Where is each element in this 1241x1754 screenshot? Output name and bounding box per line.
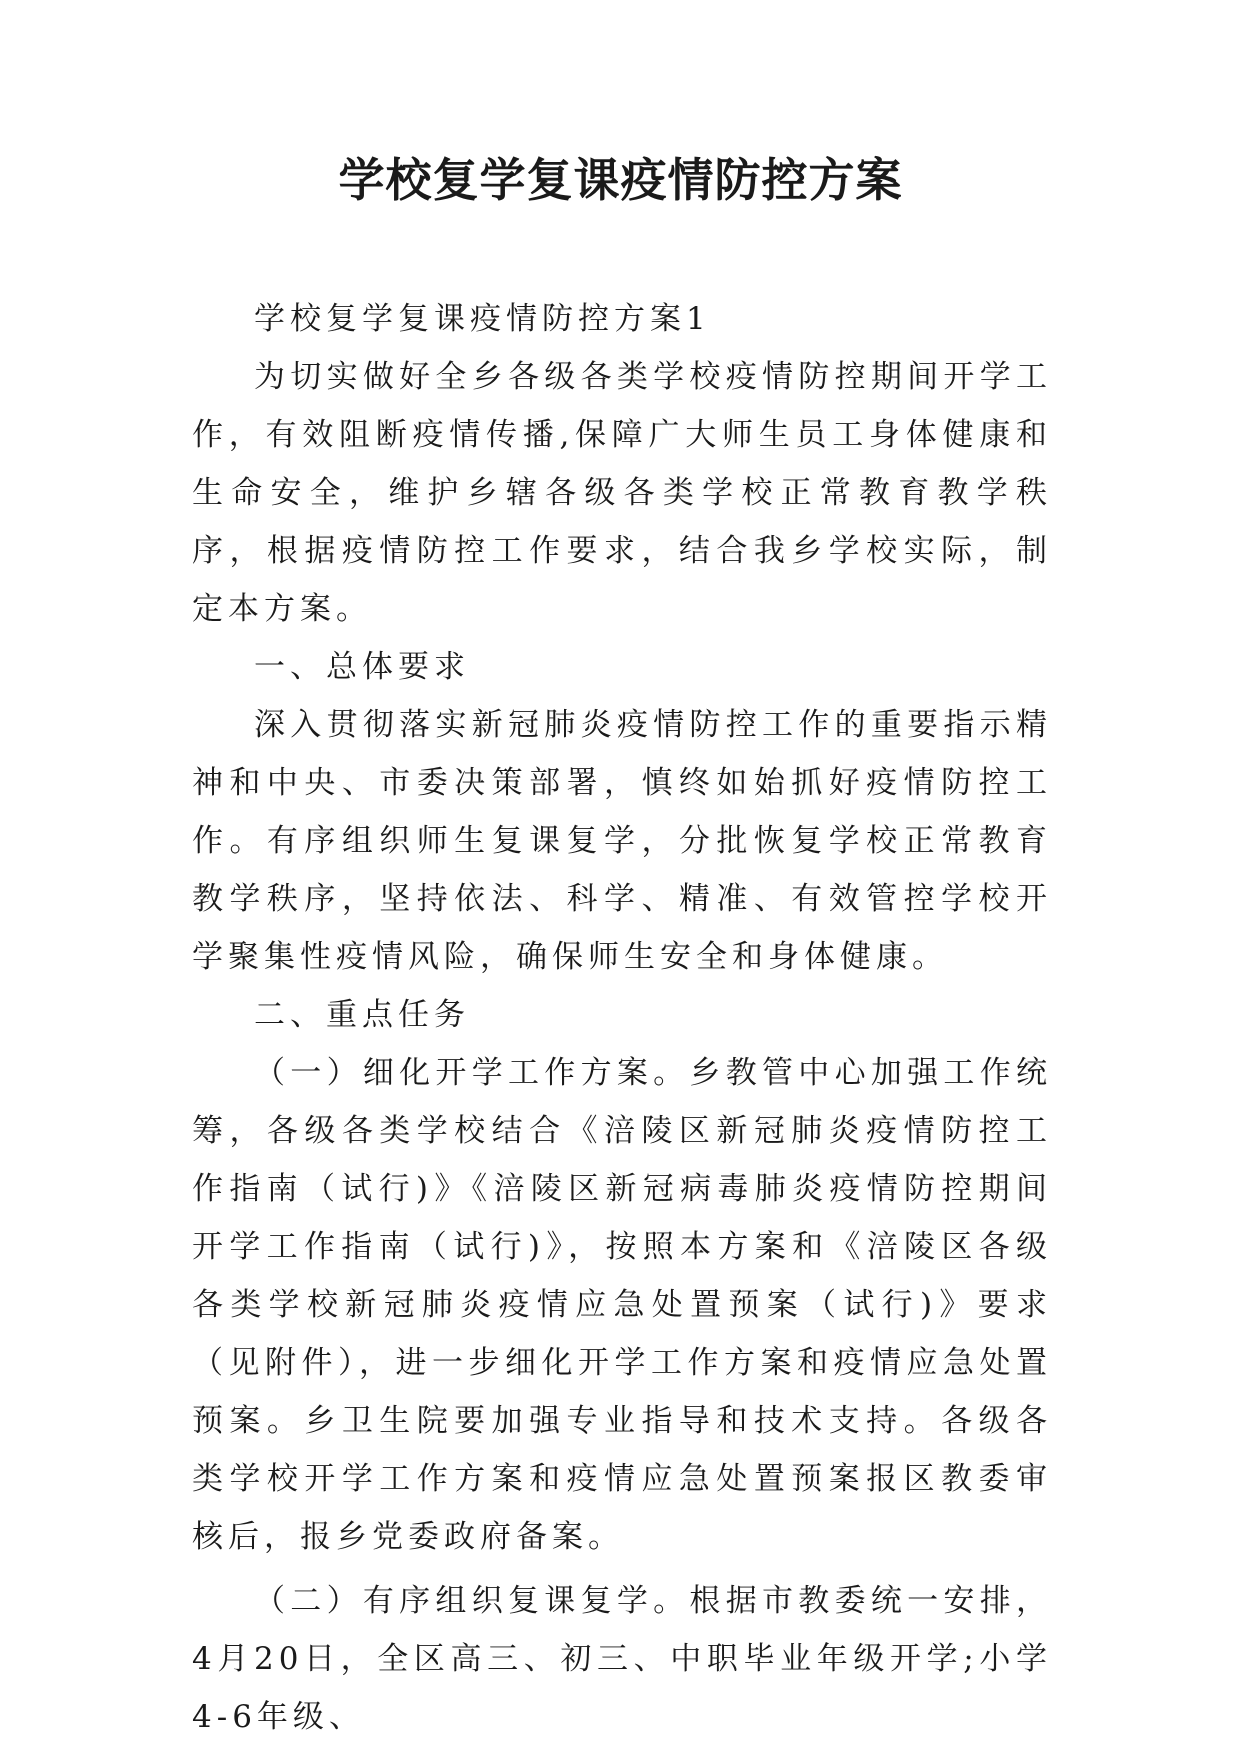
general-requirements-paragraph: 深入贯彻落实新冠肺炎疫情防控工作的重要指示精神和中央、市委决策部署，慎终如始抓好疫情防控工作。有序组织师生复课复学，分批恢复学校正常教育教学秩序，坚持依法、科学、精准、有效管控学校开学聚集性疫情风险，确保师生安全和身体健康。 [192,707,1052,975]
document-body [192,290,1052,1746]
task-1-paragraph: （一）细化开学工作方案。乡教管中心加强工作统筹，各级各类学校结合《涪陵区新冠肺炎疫情防控工作指南（试行)》《涪陵区新冠病毒肺炎疫情防控期间开学工作指南（试行)》，按照本方案和《涪陵区各级各类学校新冠肺炎疫情应急处置预案（试行)》要求（见附件），进一步细化开学工作方案和疫情应急处置预案。乡卫生院要加强专业指导和技术支持。各级各类学校开学工作方案和疫情应急处置预案报区教委审核后，报乡党委政府备案。 [192,1055,1052,1555]
intro-paragraph: 为切实做好全乡各级各类学校疫情防控期间开学工作，有效阻断疫情传播,保障广大师生员工身体健康和生命安全，维护乡辖各级各类学校正常教育教学秩序，根据疫情防控工作要求，结合我乡学校实际，制定本方案。 [192,359,1052,627]
section-heading-general-requirements: 一、总体要求 [254,649,470,685]
section-heading-plan-1: 学校复学复课疫情防控方案1 [254,301,711,337]
document-title: 学校复学复课疫情防控方案 [338,153,903,207]
task-2-paragraph: （二）有序组织复课复学。根据市教委统一安排，4月20日，全区高三、初三、中职毕业年级开学;小学4-6年级、 [192,1583,1052,1735]
section-heading-key-tasks: 二、重点任务 [254,997,470,1033]
